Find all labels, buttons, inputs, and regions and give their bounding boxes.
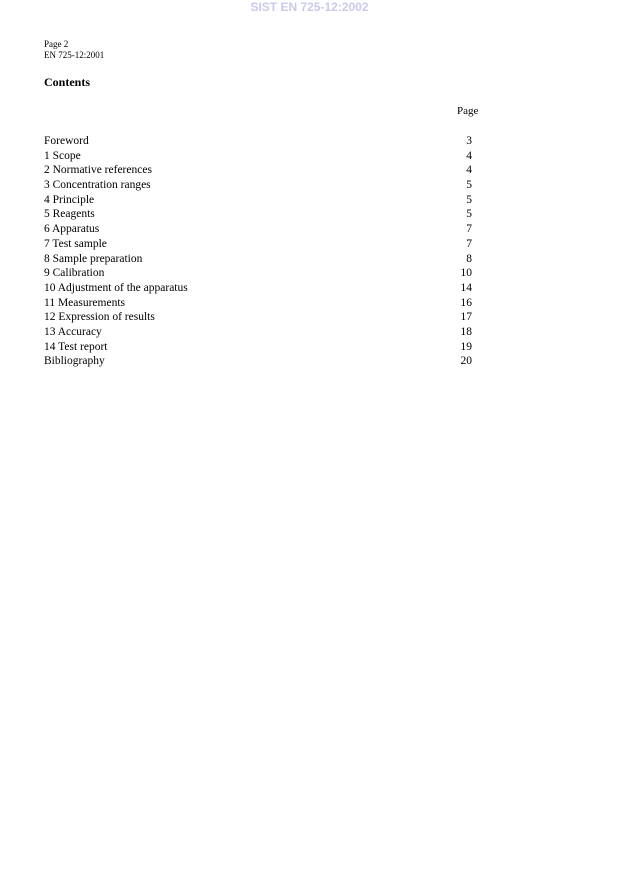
toc-entry[interactable] (44, 354, 484, 369)
toc-label: 1 Scope (44, 149, 81, 162)
toc-label: 8 Sample preparation (44, 252, 143, 265)
toc-label: 11 Measurements (44, 296, 126, 309)
toc-page: 14 (460, 281, 472, 294)
toc-label: 13 Accuracy (44, 325, 102, 338)
toc-label: 5 Reagents (44, 208, 95, 221)
toc-entry[interactable] (44, 222, 484, 237)
toc-page: 4 (466, 149, 472, 162)
toc-page: 5 (466, 179, 472, 192)
toc-page: 7 (466, 237, 472, 250)
toc-entry[interactable] (44, 325, 484, 340)
toc-label: 12 Expression of results (44, 311, 155, 324)
watermark: SIST EN 725-12:2002 (250, 0, 369, 14)
toc-page: 18 (460, 325, 472, 338)
toc-page: 5 (466, 193, 472, 206)
toc-label: 10 Adjustment of the apparatus (44, 281, 188, 294)
toc-entry[interactable] (44, 310, 484, 325)
toc-label: Foreword (44, 135, 89, 147)
toc-label: 9 Calibration (44, 267, 105, 280)
toc-page: 17 (460, 311, 472, 324)
toc-page: 3 (466, 135, 472, 147)
toc-label: 3 Concentration ranges (44, 179, 151, 192)
toc-page: 10 (460, 267, 472, 280)
toc-entry[interactable] (44, 281, 484, 296)
toc-entry[interactable] (44, 296, 484, 311)
toc-page: 5 (466, 208, 472, 221)
standard-id: EN 725-12:2001 (44, 50, 105, 60)
toc-page: 8 (466, 252, 472, 265)
toc-label: 4 Principle (44, 193, 95, 206)
toc-page: 7 (466, 223, 472, 236)
page-column-label: Page (457, 105, 479, 117)
table-of-contents (44, 134, 484, 369)
toc-page: 4 (466, 164, 472, 177)
toc-entry[interactable] (44, 178, 484, 193)
toc-entry[interactable] (44, 193, 484, 208)
page-title: Contents (44, 75, 91, 89)
toc-entry[interactable] (44, 266, 484, 281)
toc-label: 14 Test report (44, 340, 108, 353)
toc-label: 7 Test sample (44, 237, 107, 250)
toc-entry[interactable] (44, 340, 484, 355)
page-number: Page 2 (44, 39, 69, 49)
toc-entry[interactable] (44, 134, 484, 149)
toc-page: 20 (460, 355, 472, 368)
page-header (44, 39, 104, 61)
toc-entry[interactable] (44, 149, 484, 164)
toc-label: 2 Normative references (44, 164, 152, 177)
toc-page: 19 (460, 340, 472, 353)
toc-entry[interactable] (44, 163, 484, 178)
toc-page: 16 (460, 296, 472, 309)
toc-label: Bibliography (44, 355, 105, 368)
toc-entry[interactable] (44, 252, 484, 267)
toc-label: 6 Apparatus (44, 223, 100, 236)
toc-entry[interactable] (44, 207, 484, 222)
toc-entry[interactable] (44, 237, 484, 252)
